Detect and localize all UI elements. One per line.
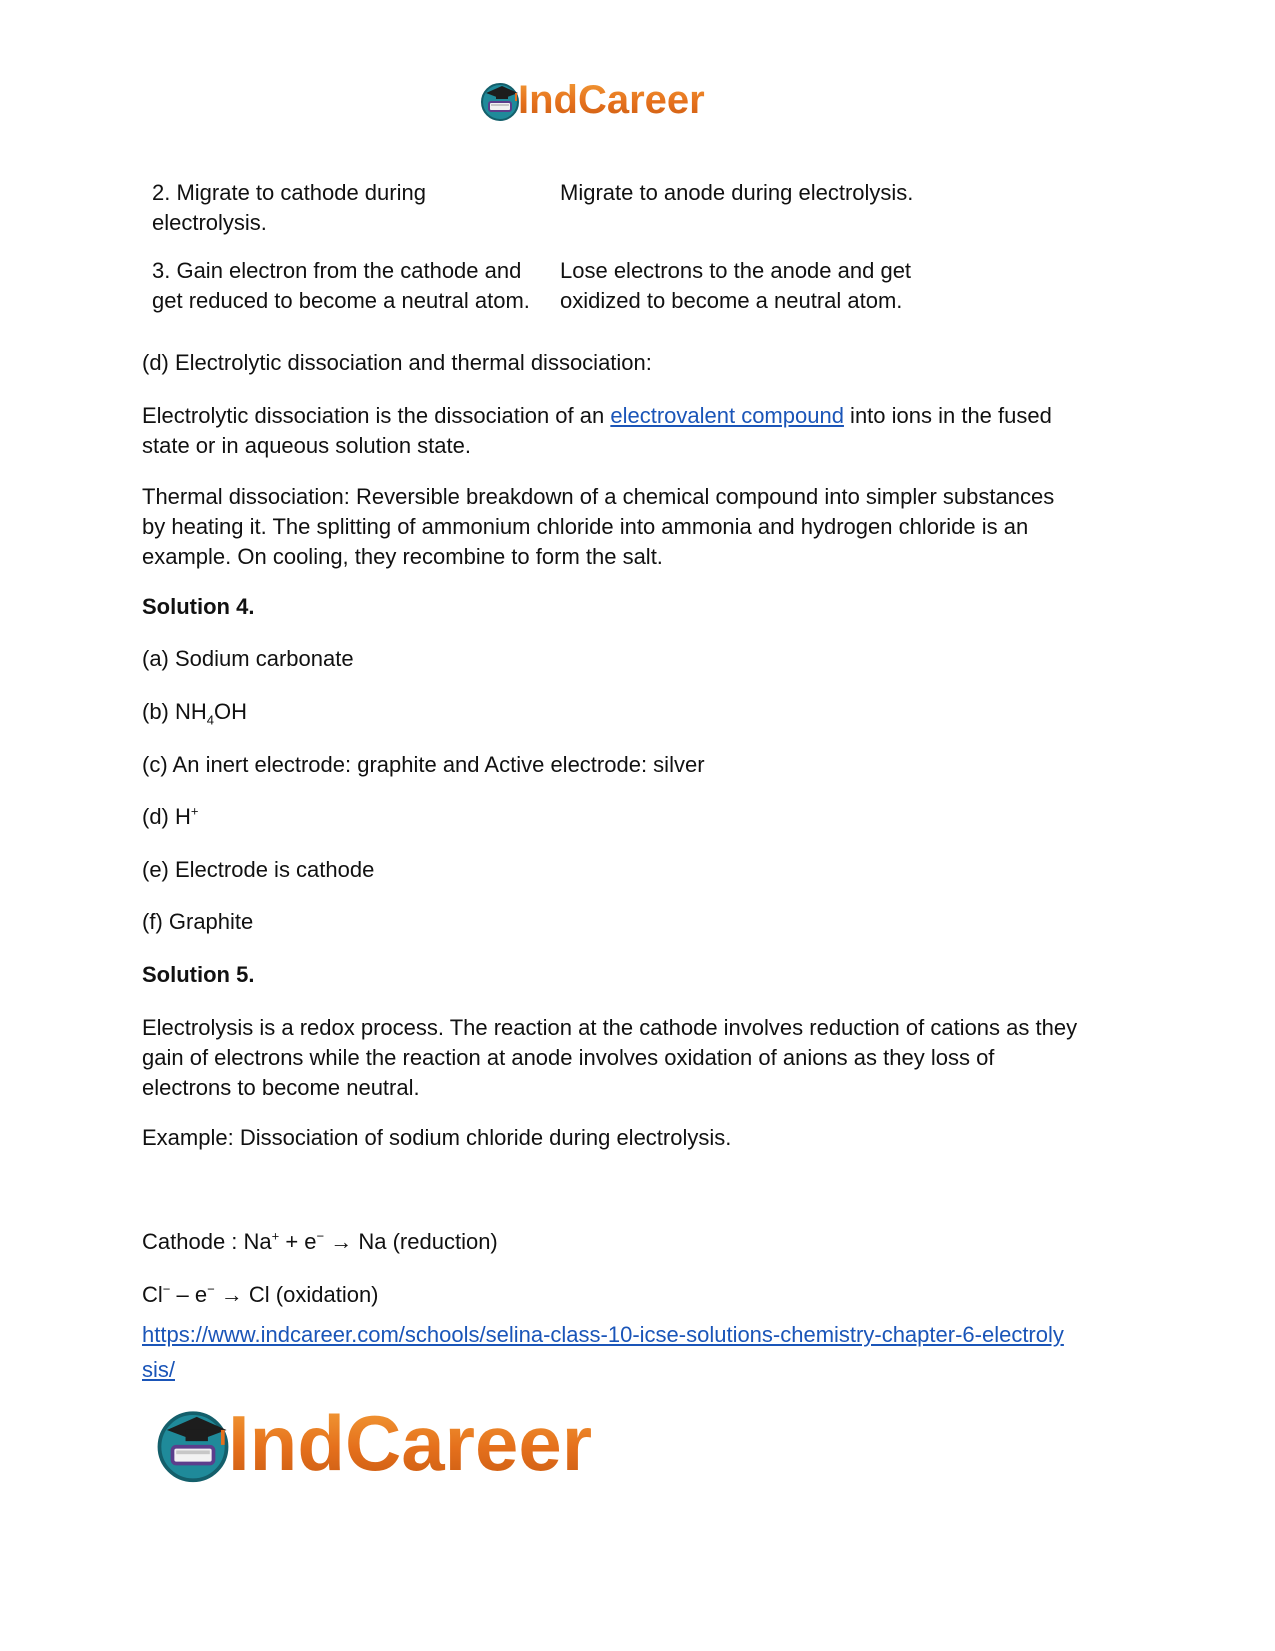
thermal-dissociation-paragraph: Thermal dissociation: Reversible breakdown of a chemical compound into simpler substances by heating it. The splitting of ammonium chloride into ammonia and hydrogen chloride is an example. On cooling, they recombine to form the salt. [142,484,1055,569]
solution-4-d-superscript: + [190,803,199,819]
section-d-heading: (d) Electrolytic dissociation and thermal dissociation: [142,350,652,375]
cathode-suffix: → Na (reduction) [324,1229,498,1254]
anode-suffix: → Cl (oxidation) [214,1282,379,1307]
footer-logo [152,1398,592,1488]
anode-mid: – e [170,1282,208,1307]
cathode-reaction [142,1227,498,1257]
cathode-mid: + e [279,1229,317,1254]
footer-url-link[interactable]: https://www.indcareer.com/schools/selina-class-10-icse-solutions-chemistry-chapter-6-electrolysis/ [142,1322,1064,1382]
electrovalent-compound-link[interactable]: electrovalent compound [610,403,844,428]
graduation-globe-icon [478,78,522,122]
solution-5-paragraph: Electrolysis is a redox process. The reaction at the cathode involves reduction of cations as they gain of electrons while the reaction at anode involves oxidation of anions as they loss of electrons to become neutral. [142,1015,1078,1100]
solution-4-b-suffix: OH [214,699,248,724]
table-row-2-right: Migrate to anode during electrolysis. [560,180,914,205]
solution-4-d [142,802,198,832]
solution-5-example: Example: Dissociation of sodium chloride during electrolysis. [142,1125,732,1150]
logo-wordmark: IndCareer [518,78,705,122]
solution-4-heading: Solution 4. [142,594,255,619]
anode-prefix: Cl [142,1282,163,1307]
graduation-globe-icon [152,1402,234,1484]
table-row-2-left: 2. Migrate to cathode during electrolysis. [152,180,426,235]
solution-4-e: (e) Electrode is cathode [142,857,375,882]
cathode-prefix: Cathode : Na [142,1229,272,1254]
electrolytic-text-after: into ions in the fused state or in aqueous solution state. [142,403,1052,458]
electrolytic-dissociation-paragraph [142,401,1072,461]
electrolytic-text-before: Electrolytic dissociation is the dissociation of an [142,403,611,428]
solution-4-b-subscript: 4 [206,712,215,728]
solution-4-c: (c) An inert electrode: graphite and Active electrode: silver [142,752,705,777]
cathode-sup-2: − [316,1228,325,1244]
cathode-sup-1: + [271,1228,280,1244]
table-row-3-right: Lose electrons to the anode and get oxidized to become a neutral atom. [560,258,912,313]
header-logo [478,74,705,126]
solution-4-a: (a) Sodium carbonate [142,646,354,671]
anode-sup-2: − [207,1281,215,1297]
solution-4-f: (f) Graphite [142,909,254,934]
anode-reaction [142,1280,379,1310]
solution-5-heading: Solution 5. [142,962,255,987]
solution-4-b [142,697,247,727]
solution-4-b-prefix: (b) NH [142,699,207,724]
table-row-3-left: 3. Gain electron from the cathode and get reduced to become a neutral atom. [152,258,530,313]
anode-sup-1: − [162,1281,171,1297]
logo-wordmark: IndCareer [228,1399,593,1487]
solution-4-d-prefix: (d) H [142,804,191,829]
